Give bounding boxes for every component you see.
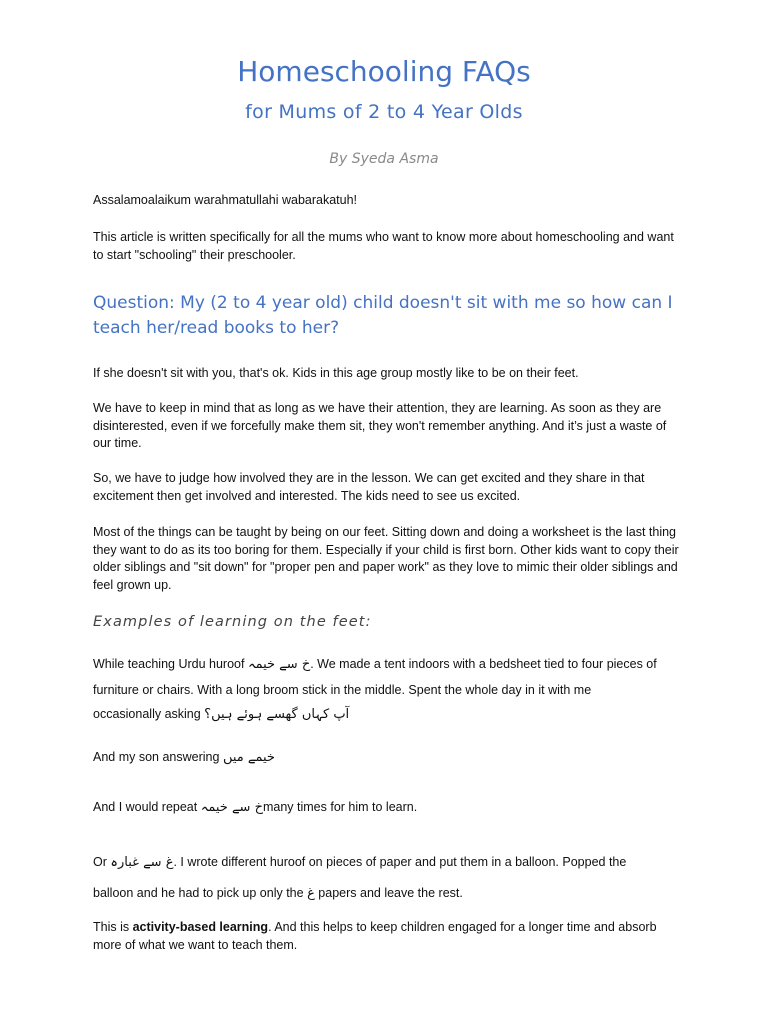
example-balloon-intro: Or (93, 855, 111, 869)
example-tent-line-1 (93, 652, 683, 678)
example-balloon-pick: balloon and he had to pick up only the (93, 886, 308, 900)
closing-paragraph (93, 919, 683, 954)
paragraph-3: So, we have to judge how involved they are in the lesson. We can get excited and they share in that excitement then get involved and interested. The kids need to see us excited. (93, 471, 645, 503)
paragraph-4: Most of the things can be taught by being on our feet. Sitting down and doing a worksheet is the last thing they want to do as its too boring for them. Especially if your child is first born. Other kids want to copy their older siblings and "sit down" for "proper pen and paper work" as they love to mimic their older siblings and feel grown up. (93, 525, 679, 592)
example-tent-line-3 (93, 702, 683, 728)
activity-based-learning-emphasis: activity-based learning (132, 920, 269, 934)
question-heading: Question: My (2 to 4 year old) child doesn't sit with me so how can I teach her/read books to her? (93, 293, 673, 338)
example-answer-paragraph (93, 749, 683, 767)
example-repeat-intro: And I would repeat (93, 800, 201, 814)
closing-intro: This is (93, 920, 133, 934)
example-repeat-paragraph (93, 799, 683, 817)
author-byline: By Syeda Asma (329, 151, 439, 167)
example-balloon-paragraph (93, 847, 683, 909)
example-repeat-text: many times for him to learn. (262, 800, 418, 814)
example-answer-text: And my son answering (93, 750, 223, 764)
example-tent-asking: occasionally asking (93, 707, 205, 721)
paragraph-2: We have to keep in mind that as long as we have their attention, they are learning. As soon as they are disinterested, even if we forcefully make them sit, they won't remember anything. And it’s just a waste of our time. (93, 401, 667, 450)
urdu-question: آپ کہاں گھسے ہوئے ہیں؟ (204, 707, 350, 722)
example-balloon-line-1 (93, 847, 683, 878)
document-title: Homeschooling FAQs (237, 55, 531, 88)
urdu-phrase-tent: خ سے خیمہ (247, 657, 311, 672)
example-tent-line-2: furniture or chairs. With a long broom stick in the middle. Spent the whole day in it with me (93, 682, 592, 697)
example-balloon-rest: papers and leave the rest. (314, 886, 463, 900)
paragraph-1: If she doesn't sit with you, that's ok. Kids in this age group mostly like to be on their feet. (93, 366, 579, 380)
examples-heading: Examples of learning on the feet: (93, 614, 372, 630)
example-tent-intro: While teaching Urdu huroof (93, 657, 248, 671)
example-tent-paragraph (93, 652, 683, 728)
example-balloon-text: . I wrote different huroof on pieces of paper and put them in a balloon. Popped the (173, 855, 627, 869)
urdu-letter-ghain: غ (307, 886, 315, 901)
urdu-answer: خیمے میں (222, 750, 275, 765)
example-tent-text: . We made a tent indoors with a bedsheet tied to four pieces of (310, 657, 657, 671)
urdu-phrase-balloon: غ سے غبارہ (110, 855, 174, 870)
intro-paragraph: This article is written specifically for all the mums who want to know more about homeschooling and want to start "schooling" their preschooler. (93, 230, 674, 262)
document-subtitle: for Mums of 2 to 4 Year Olds (245, 101, 523, 123)
closing-text: . And this helps to keep children engaged for a longer time and absorb more of what we want to teach them. (93, 920, 657, 952)
urdu-phrase-repeat: خ سے خیمہ (200, 800, 263, 815)
example-balloon-line-2 (93, 878, 683, 909)
greeting-paragraph: Assalamoalaikum warahmatullahi wabarakatuh! (93, 193, 358, 207)
